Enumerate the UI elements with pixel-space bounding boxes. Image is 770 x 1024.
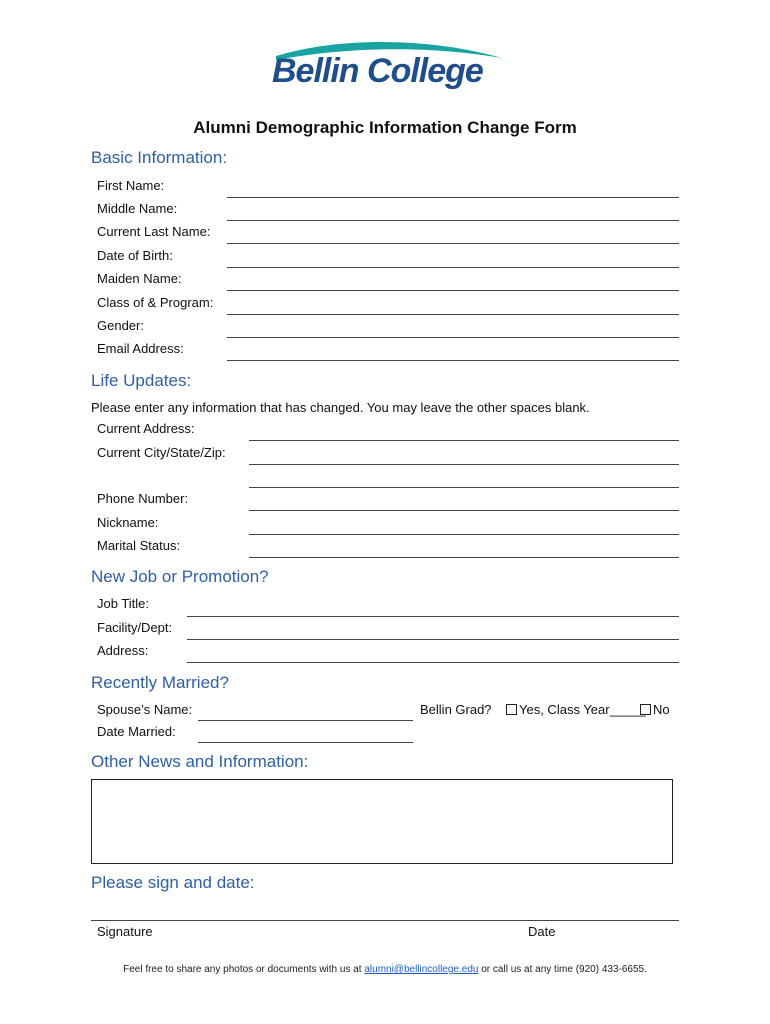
facility-label: Facility/Dept: [97, 620, 173, 635]
city-state-zip-field-2[interactable] [249, 487, 679, 488]
last-name-label: Current Last Name: [97, 224, 211, 239]
email-field[interactable] [227, 360, 679, 361]
gender-label: Gender: [97, 318, 144, 333]
date-married-label: Date Married: [97, 724, 176, 739]
spouse-name-field[interactable] [198, 720, 413, 721]
signature-line[interactable] [91, 920, 679, 921]
middle-name-label: Middle Name: [97, 201, 178, 216]
other-news-textbox[interactable] [91, 779, 673, 864]
current-address-label: Current Address: [97, 421, 195, 436]
life-updates-heading: Life Updates: [91, 371, 192, 390]
last-name-field[interactable] [227, 243, 679, 244]
first-name-field[interactable] [227, 197, 679, 198]
new-job-heading: New Job or Promotion? [91, 567, 269, 586]
date-of-birth-label: Date of Birth: [97, 248, 173, 263]
page-title: Alumni Demographic Information Change Form [193, 118, 577, 137]
other-news-heading: Other News and Information: [91, 752, 309, 771]
spouse-name-label: Spouse’s Name: [97, 702, 193, 717]
footer-text-after: or call us at any time (920) 433-6655. [478, 964, 647, 975]
marital-status-field[interactable] [249, 557, 679, 558]
signature-label: Signature [97, 924, 153, 939]
job-title-label: Job Title: [97, 596, 150, 611]
sign-date-heading: Please sign and date: [91, 873, 255, 892]
gender-field[interactable] [227, 337, 679, 338]
job-address-label: Address: [97, 643, 149, 658]
footer-email-link[interactable]: alumni@bellincollege.edu [364, 964, 479, 975]
job-title-field[interactable] [187, 616, 679, 617]
phone-field[interactable] [249, 510, 679, 511]
nickname-label: Nickname: [97, 515, 159, 530]
yes-class-year-option[interactable] [506, 702, 646, 717]
facility-field[interactable] [187, 639, 679, 640]
recently-married-heading: Recently Married? [91, 673, 229, 692]
city-state-zip-label: Current City/State/Zip: [97, 445, 226, 460]
basic-info-heading: Basic Information: [91, 148, 228, 167]
marital-status-label: Marital Status: [97, 538, 181, 553]
footer-note [0, 964, 770, 975]
city-state-zip-field[interactable] [249, 464, 679, 465]
first-name-label: First Name: [97, 178, 165, 193]
yes-class-year-label: Yes, Class Year_____ [519, 702, 646, 717]
bellin-grad-label: Bellin Grad? [420, 702, 492, 717]
email-label: Email Address: [97, 341, 184, 356]
current-address-field[interactable] [249, 440, 679, 441]
class-program-field[interactable] [227, 314, 679, 315]
life-updates-instructions: Please enter any information that has changed. You may leave the other spaces blank. [91, 400, 590, 415]
middle-name-field[interactable] [227, 220, 679, 221]
date-of-birth-field[interactable] [227, 267, 679, 268]
job-address-field[interactable] [187, 662, 679, 663]
date-married-field[interactable] [198, 742, 413, 743]
nickname-field[interactable] [249, 534, 679, 535]
yes-checkbox[interactable] [506, 704, 517, 715]
class-program-label: Class of & Program: [97, 295, 214, 310]
date-label: Date [528, 924, 556, 939]
phone-label: Phone Number: [97, 491, 189, 506]
logo-text: Bellin College [272, 52, 483, 90]
maiden-name-label: Maiden Name: [97, 271, 182, 286]
no-option[interactable] [640, 702, 670, 717]
footer-text-before: Feel free to share any photos or documents with us at [123, 964, 365, 975]
maiden-name-field[interactable] [227, 290, 679, 291]
no-checkbox[interactable] [640, 704, 651, 715]
no-label: No [653, 702, 670, 717]
